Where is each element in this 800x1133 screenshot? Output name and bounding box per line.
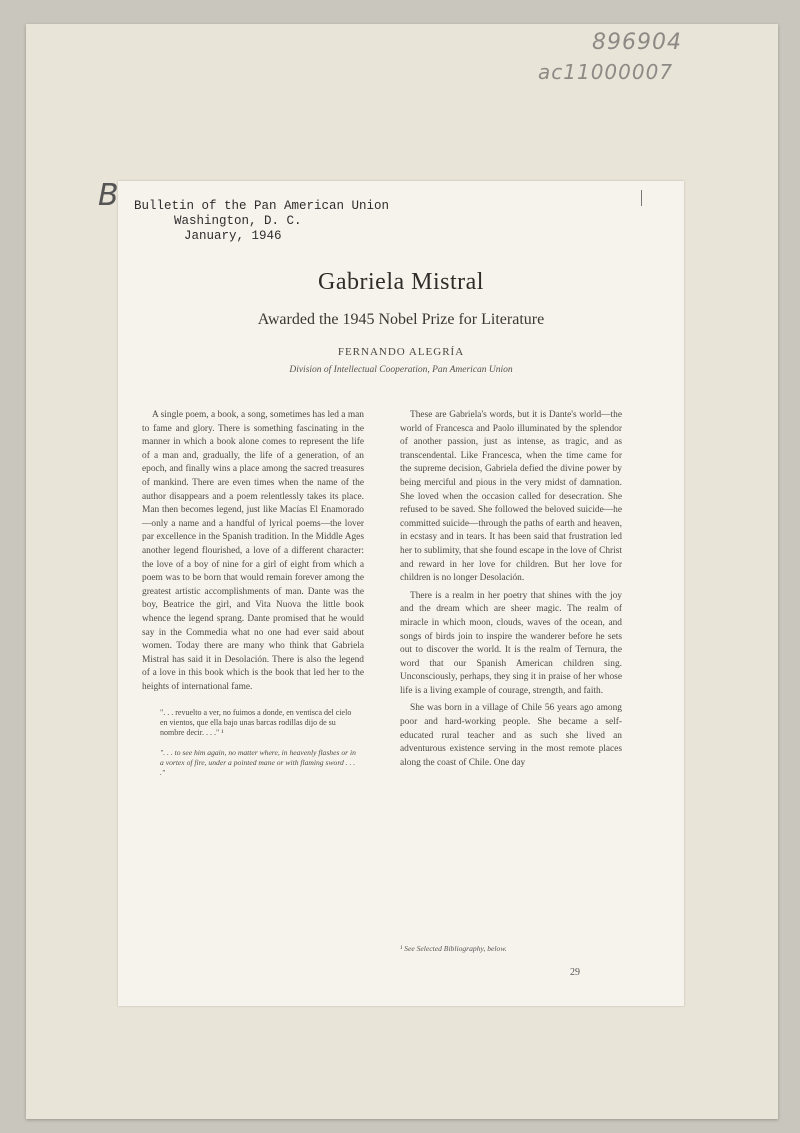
left-column (142, 409, 364, 777)
pencil-letter-mark: B (98, 178, 119, 213)
typed-citation-header (134, 199, 389, 244)
verse-translation: ". . . to see him again, no matter where, in heavenly flashes or in a vortex of fire, under a pointed mane or with flaming sword . . . ." (160, 748, 356, 777)
article-subtitle: Awarded the 1945 Nobel Prize for Literature (257, 311, 545, 328)
right-paragraph-1: These are Gabriela's words, but it is Dante's world—the world of Francesca and Paolo illuminated by the splendor of another passion, just as intense, as tragic, and as transcendental. Like Francesca, when the time came for the supreme decision, Gabriela defied the divine power by being merciful and pious in the very midst of damnation. She loved when the occasion called for desecration. She refused to be saved. She followed the beloved suicide—he committed suicide—through the paths of earth and heaven, in ecstasy and in tears. It has been said that frustration led her to sublimity, that she found escape in the love of Christ and reward in her love for children. But her love for children is no longer Desolación. (400, 410, 622, 584)
author-affiliation: Division of Intellectual Cooperation, Pan American Union (289, 365, 513, 375)
right-paragraph-3: She was born in a village of Chile 56 years ago among poor and hard-working people. She became a self-educated rural teacher and as such she lived an adventurous existence serving in the most remote places along the coast of Chile. One day (400, 703, 622, 768)
typed-header-line3: January, 1946 (184, 229, 282, 243)
typed-header-line2: Washington, D. C. (174, 214, 302, 228)
pencil-note-code: ac11000007 (538, 60, 674, 84)
pencil-tick-mark (641, 190, 642, 206)
pencil-note-number: 896904 (592, 30, 682, 55)
footnote: ¹ See Selected Bibliography, below. (400, 944, 507, 953)
right-paragraph-2: There is a realm in her poetry that shines with the joy and the dream which are sheer magic. The realm of miracle in which moon, clouds, waves of the ocean, and songs of birds join to inspire the wanderer before he sets out to discover the world. It is the realm of Ternura, the word that our Spanish American children sing. Unconsciously, perhaps, they sing it in praise of her whose life is a living example of courage, strength, and faith. (400, 590, 622, 696)
left-paragraph: A single poem, a book, a song, sometimes has led a man to fame and glory. There is something fascinating in the manner in which a book alone comes to represent the life of a man and, gradually, the life of a generation, of an epoch, and finally wins a place among the sacred treasures of mankind. There are even times when the name of the author disappears and a poem relentlessly takes its place. Man then becomes legend, just like Macías El Enamorado—only a name and a handful of lyrical poems—the lover par excellence in the Spanish tradition. In the Middle Ages another legend flourished, a love of a different character: the love of a boy of nine for a girl of eight from which a poem was to be born that would remain forever among the greatest artistic accomplishments of man. Dante was the boy, Beatrice the girl, and Vita Nuova the little book whence the legend sprang. Dante promised that he would say in the Commedia what no one had ever said about women. Today there are many who think that Gabriela Mistral has said it in Desolación. There is also the legend of a love in this book which is the book that led her to the heights of international fame. (142, 410, 364, 692)
article-author: FERNANDO ALEGRÍA (337, 346, 465, 358)
quoted-verse: ". . . revuelto a ver, no fuimos a donde, en ventisca del cielo en vientos, que ella bajo unas barcas rodillas dijo de su nombre decir. . . ." ¹ (160, 708, 352, 738)
typed-header-line1: Bulletin of the Pan American Union (134, 199, 390, 213)
page-number: 29 (570, 967, 580, 978)
clipped-article-page (118, 181, 684, 1006)
right-column (400, 409, 622, 770)
article-title: Gabriela Mistral (318, 269, 484, 295)
